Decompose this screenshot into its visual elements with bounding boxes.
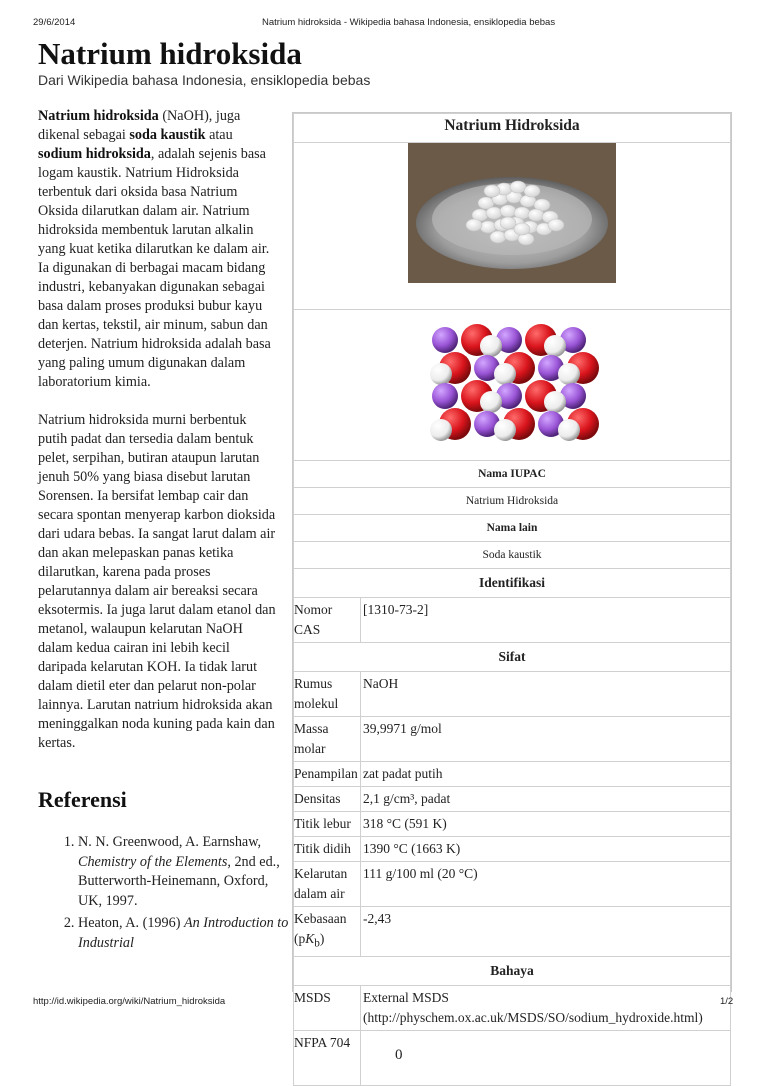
print-url[interactable]: http://id.wikipedia.org/wiki/Natrium_hidroksida (33, 996, 226, 1007)
iupac-value: Natrium Hidroksida (294, 488, 731, 515)
section-properties: Sifat (294, 643, 731, 672)
references-heading: Referensi (38, 787, 127, 812)
bold-term: Natrium hidroksida (38, 108, 159, 124)
print-page-number: 1/2 (720, 996, 734, 1007)
basicity-label-post: ) (319, 931, 325, 946)
infobox-title: Natrium Hidroksida (294, 114, 731, 143)
density-value: 2,1 g/cm³, padat (361, 787, 731, 812)
bold-term: soda kaustik (129, 127, 206, 143)
other-names-value: Soda kaustik (294, 542, 731, 569)
hydrogen-atom (558, 419, 580, 441)
other-names-label: Nama lain (294, 515, 731, 542)
hydrogen-atom (544, 391, 566, 413)
reference-text: N. N. Greenwood, A. Earnshaw, (78, 834, 262, 850)
bold-term: sodium hidroksida (38, 146, 151, 162)
solubility-label: Kelarutan dalam air (294, 862, 361, 907)
msds-label: MSDS (294, 985, 361, 1030)
reference-text: , 2nd ed., Butterworth-Heinemann, Oxford, UK, 1997. (78, 853, 280, 909)
formula-value: NaOH (361, 672, 731, 717)
molar-mass-label: Massa molar (294, 717, 361, 762)
nfpa-label: NFPA 704 (294, 1030, 361, 1085)
basicity-label-sub: b (314, 937, 320, 950)
hydrogen-atom (430, 419, 452, 441)
msds-link[interactable]: External MSDS (http://physchem.ox.ac.uk/MSDS/SO/sodium_hydroxide.html) (361, 985, 731, 1030)
density-label: Densitas (294, 787, 361, 812)
text-run: , adalah sejenis basa logam kaustik. Natrium Hidroksida terbentuk dari oksida basa Natrium Oksida dilarutkan dalam air. Natrium hidroksida membentuk larutan alkalin yang kuat ketika dilarutkan ke dalam air. Ia digunakan di berbagai macam bidang industri, kebanyakan digunakan sebagai basa dalam proses produksi bubur kayu dan kertas, tekstil, air minum, sabun dan deterjen. Natrium hidroksida adalah basa yang paling umum digunakan dalam laboratorium kimia. (38, 146, 271, 390)
print-page-title: Natrium hidroksida - Wikipedia bahasa Indonesia, ensiklopedia bebas (262, 17, 556, 28)
reference-title: Chemistry of the Elements (78, 853, 228, 870)
reference-title: An Introduction to Industrial (78, 915, 289, 951)
page-title: Natrium hidroksida (38, 36, 302, 71)
appearance-label: Penampilan (294, 762, 361, 787)
hydrogen-atom (494, 363, 516, 385)
boiling-point-label: Titik didih (294, 837, 361, 862)
iupac-label: Nama IUPAC (294, 461, 731, 488)
appearance-value: zat padat putih (361, 762, 731, 787)
sodium-atom (432, 383, 458, 409)
hydrogen-atom (544, 335, 566, 357)
formula-label: Rumus molekul (294, 672, 361, 717)
hydrogen-atom (430, 363, 452, 385)
nfpa-diamond-value: 0 (395, 1046, 403, 1063)
cas-label: Nomor CAS (294, 598, 361, 643)
text-run: atau (205, 127, 233, 143)
second-paragraph: Natrium hidroksida murni berbentuk putih padat dan tersedia dalam bentuk pelet, serpihan, butiran ataupun larutan jenuh 50% yang biasa disebut larutan Sorensen. Ia bersifat lembap cair dan secara spontan menyerap karbon dioksida dari udara bebas. Ia sangat larut dalam air dan akan melepaskan panas ketika dilarutkan, karena pada proses pelarutannya dalam air bereaksi secara eksotermis. Ia juga larut dalam etanol dan metanol, walaupun kelarutan NaOH dalam kedua cairan ini lebih kecil daripada kelarutan KOH. Ia tidak larut dalam dietil eter dan pelarut non-polar lainnya. Larutan natrium hidroksida akan meninggalkan noda kuning pada kain dan kertas. (38, 412, 276, 751)
basicity-label (294, 907, 361, 957)
page-subtitle: Dari Wikipedia bahasa Indonesia, ensiklopedia bebas (38, 72, 371, 88)
hydrogen-atom (558, 363, 580, 385)
melting-point-label: Titik lebur (294, 812, 361, 837)
hydrogen-atom (480, 335, 502, 357)
reference-item (78, 833, 294, 911)
basicity-label-k: K (305, 931, 315, 946)
sodium-atom (432, 327, 458, 353)
references-list (56, 833, 294, 956)
molar-mass-value: 39,9971 g/mol (361, 717, 731, 762)
basicity-value: -2,43 (361, 907, 731, 957)
reference-item (78, 914, 294, 953)
boiling-point-value: 1390 °C (1663 K) (361, 837, 731, 862)
naoh-spacefill-model-image (417, 314, 607, 454)
section-identification: Identifikasi (294, 569, 731, 598)
article-body (38, 107, 278, 772)
intro-paragraph (38, 107, 278, 392)
basicity-label-pre: Kebasaan (p (294, 911, 347, 946)
solubility-value: 111 g/100 ml (20 °C) (361, 862, 731, 907)
text-run: (NaOH), juga dikenal sebagai (38, 108, 241, 143)
melting-point-value: 318 °C (591 K) (361, 812, 731, 837)
print-date: 29/6/2014 (33, 17, 76, 28)
reference-text: Heaton, A. (1996) (78, 915, 184, 931)
hydrogen-atom (494, 419, 516, 441)
section-hazards: Bahaya (294, 956, 731, 985)
naoh-pellets-image (408, 143, 616, 283)
cas-value[interactable]: [1310-73-2] (361, 598, 731, 643)
hydrogen-atom (480, 391, 502, 413)
